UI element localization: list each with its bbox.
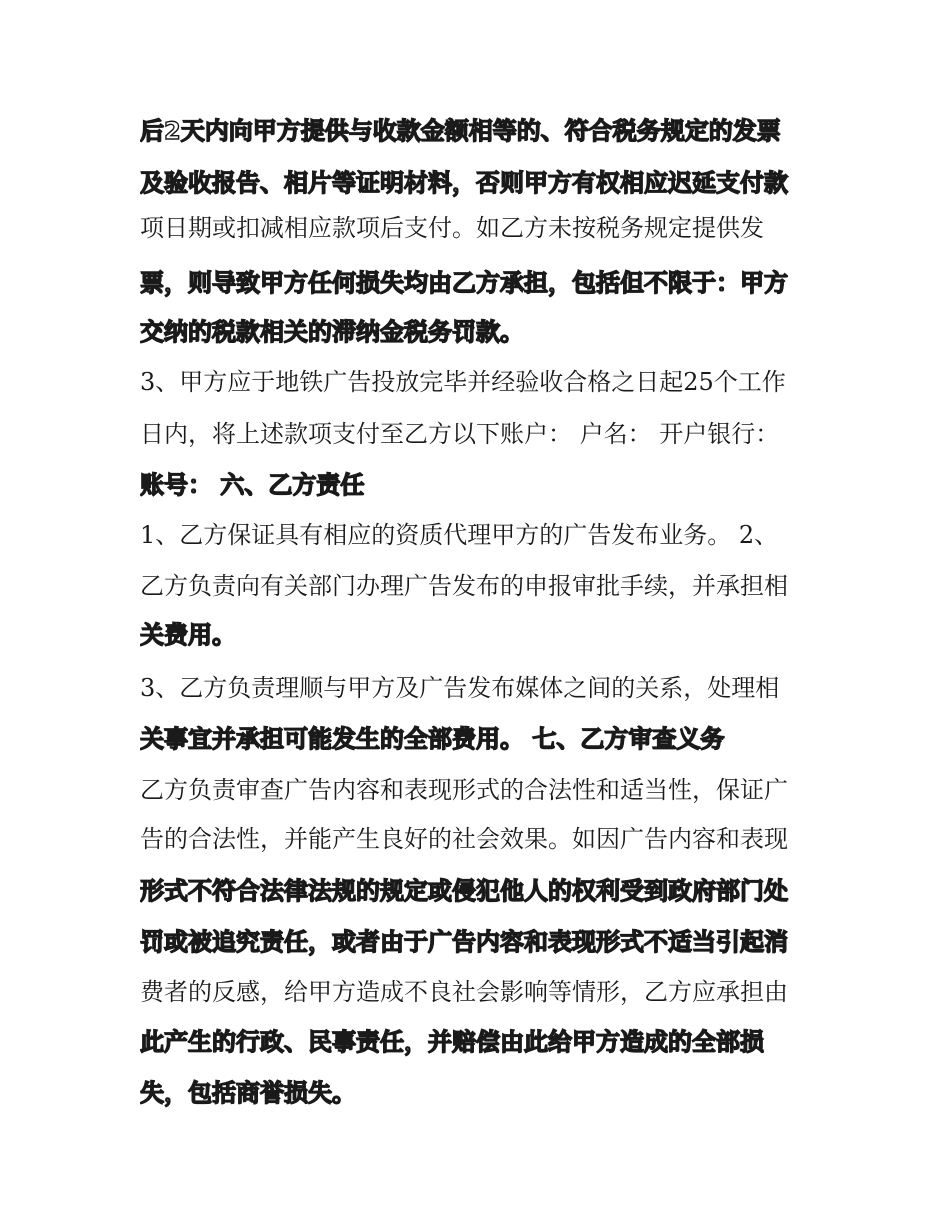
text-line-1: 后2天内向甲方提供与收款金额相等的、符合税务规定的发票 (140, 117, 781, 145)
text-line-9: 1、乙方保证具有相应的资质代理甲方的广告发布业务。 2、 (140, 521, 779, 549)
text-line-3: 项日期或扣减相应款项后支付。如乙方未按税务规定提供发 (140, 214, 764, 242)
text-line-15: 告的合法性，并能产生良好的社会效果。如因广告内容和表现 (140, 825, 788, 853)
text-line-10: 乙方负责向有关部门办理广告发布的申报审批手续，并承担相 (140, 572, 788, 600)
text-line-5: 交纳的税款相关的滞纳金税务罚款。 (140, 318, 524, 346)
text-line-2: 及验收报告、相片等证明材料，否则甲方有权相应迟延支付款 (140, 169, 788, 197)
text-line-17: 罚或被追究责任，或者由于广告内容和表现形式不适当引起消 (140, 928, 788, 956)
text-line-12: 3、乙方负责理顺与甲方及广告发布媒体之间的关系，处理相 (140, 674, 780, 702)
text-line-18: 费者的反感，给甲方造成不良社会影响等情形，乙方应承担由 (140, 978, 788, 1006)
text-line-14: 乙方负责审查广告内容和表现形式的合法性和适当性，保证广 (140, 776, 788, 804)
text-line-7: 日内，将上述款项支付至乙方以下账户： 户名： 开户银行： (140, 420, 780, 448)
text-line-4: 票，则导致甲方任何损失均由乙方承担，包括但不限于：甲方 (140, 269, 788, 297)
text-line-13: 关事宜并承担可能发生的全部费用。 七、乙方审查义务 (140, 725, 725, 753)
text-line-20: 失，包括商誉损失。 (140, 1079, 356, 1107)
text-line-11: 关费用。 (140, 621, 236, 649)
text-line-6: 3、甲方应于地铁广告投放完毕并经验收合格之日起25个工作 (140, 368, 786, 396)
text-line-8: 账号： 六、乙方责任 (140, 471, 365, 499)
text-line-19: 此产生的行政、民事责任，并赔偿由此给甲方造成的全部损 (140, 1028, 764, 1056)
text-line-16: 形式不符合法律法规的规定或侵犯他人的权利受到政府部门处 (140, 877, 788, 905)
